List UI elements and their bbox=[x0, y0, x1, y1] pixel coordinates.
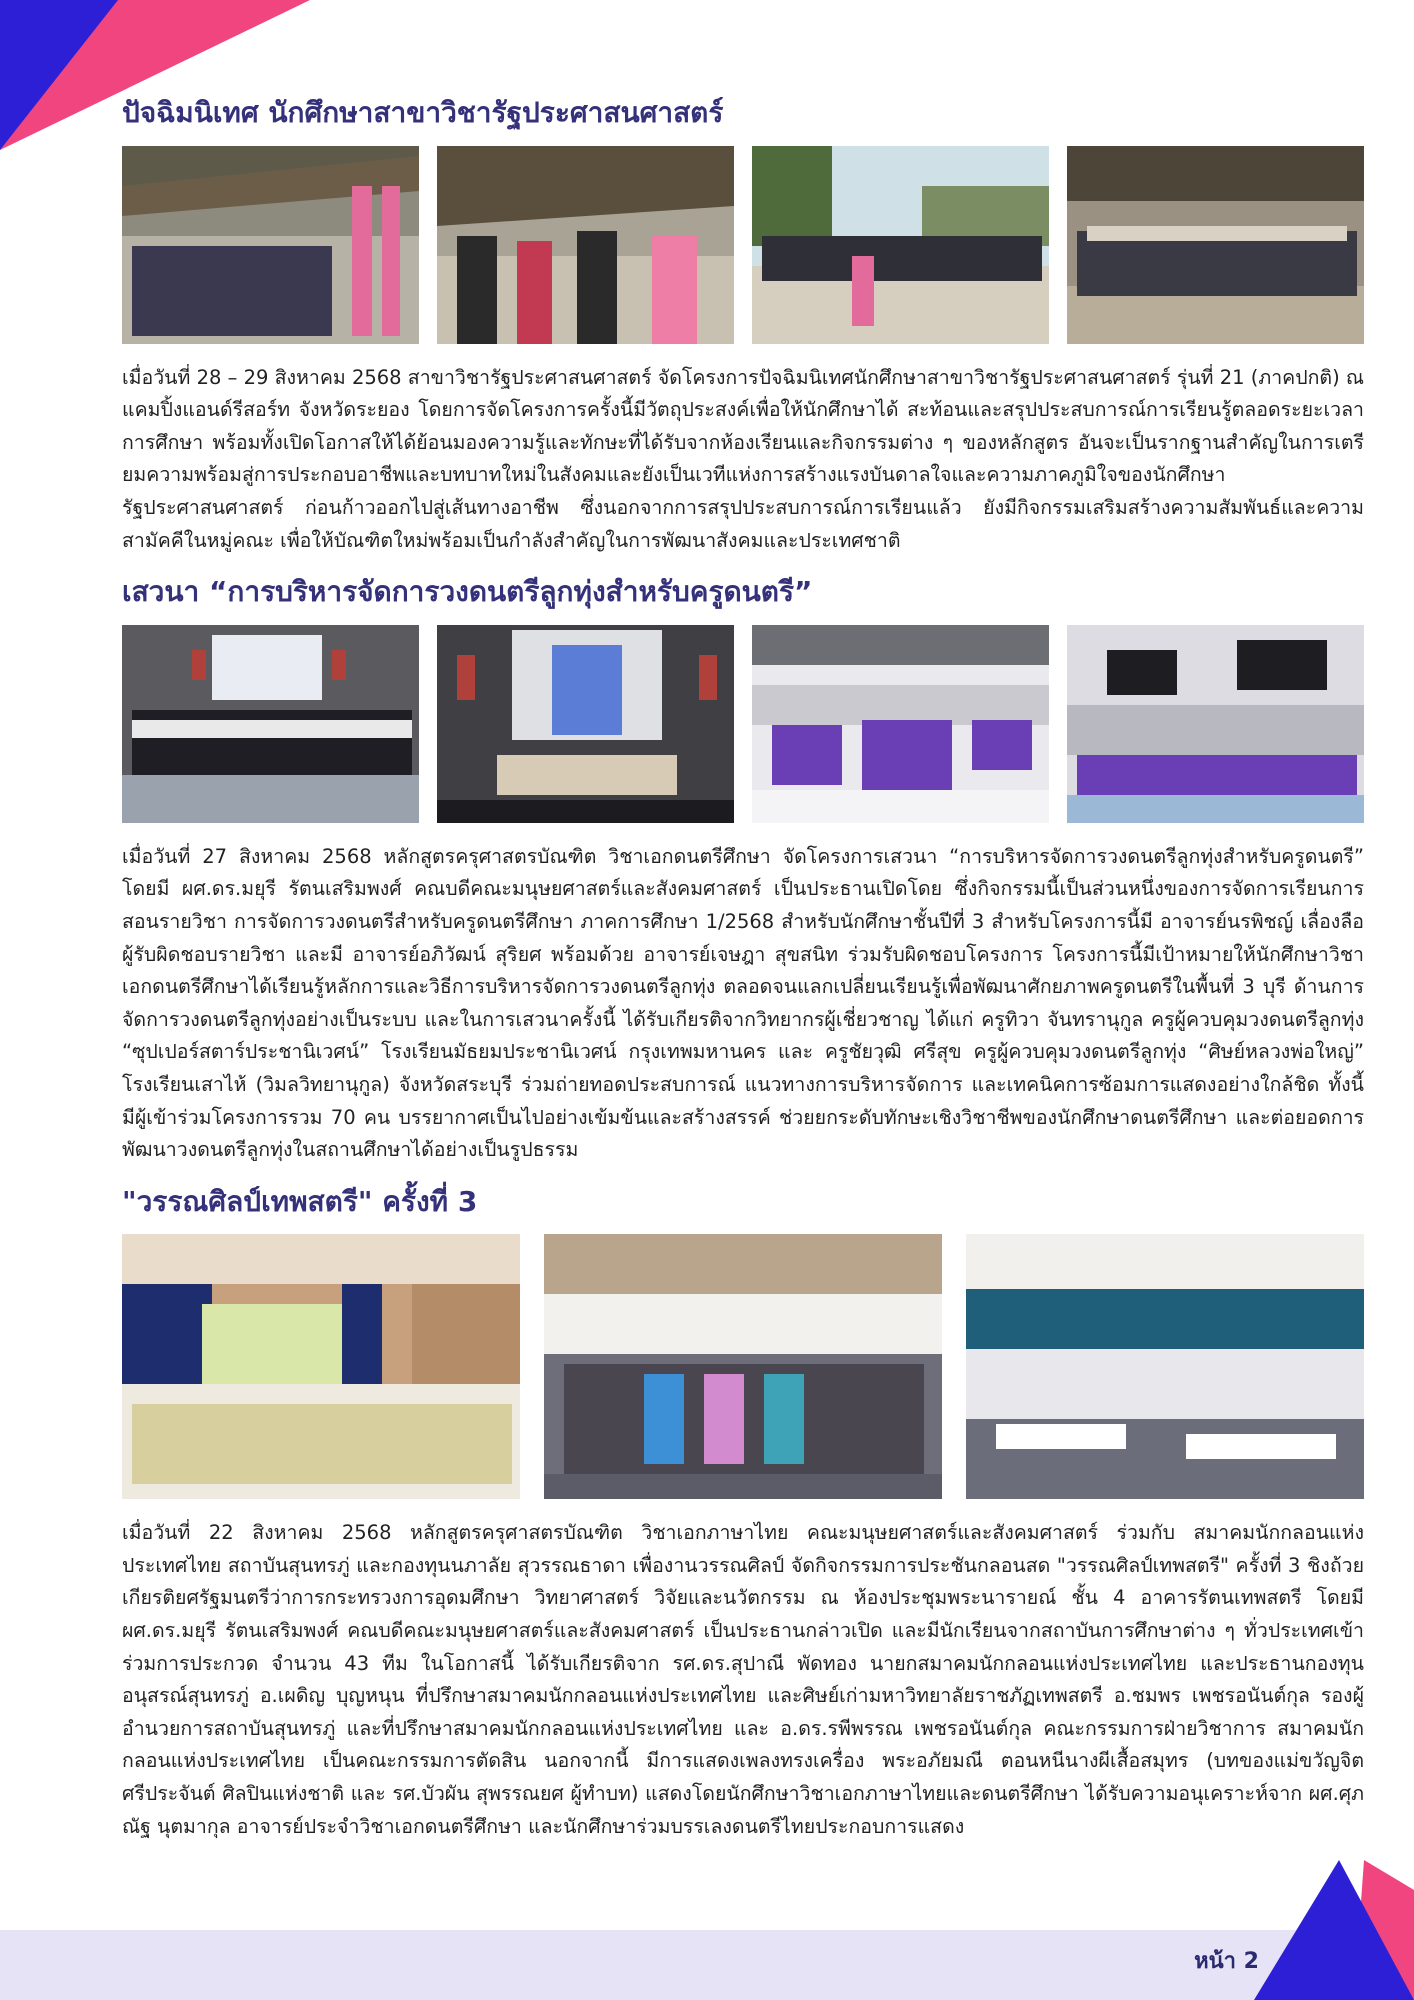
photo-row bbox=[122, 1234, 1364, 1499]
pavilion-group-photo bbox=[1067, 146, 1364, 344]
section-seminar bbox=[122, 575, 1364, 1167]
section-body: เมื่อวันที่ 27 สิงหาคม 2568 หลักสูตรครุศาสตรบัณฑิต วิชาเอกดนตรีศึกษา จัดโครงการเสวนา “การบริหารจัดการวงดนตรีลูกทุ่งสำหรับครูดนตรี” โดยมี ผศ.ดร.มยุรี รัตนเสริมพงศ์ คณบดีคณะมนุษยศาสตร์และสังคมศาสตร์ เป็นประธานเปิดโดย ซึ่งกิจกรรมนี้เป็นส่วนหนึ่งของการจัดการเรียนการสอนรายวิชา การจัดการวงดนตรีสำหรับครูดนตรีศึกษา ภาคการศึกษา 1/2568 สำหรับนักศึกษาชั้นปีที่ 3 สำหรับโครงการนี้มี อาจารย์นรพิชญ์ เลื่องลือ ผู้รับผิดชอบรายวิชา และมี อาจารย์อภิวัฒน์ สุริยศ พร้อมด้วย อาจารย์เจษฎา สุขสนิท ร่วมรับผิดชอบโครงการ โครงการนี้มีเป้าหมายให้นักศึกษาวิชาเอกดนตรีศึกษาได้เรียนรู้หลักการและวิธีการบริหารจัดการวงดนตรีลูกทุ่ง ตลอดจนแลกเปลี่ยนเรียนรู้เพื่อพัฒนาศักยภาพครูดนตรีในพื้นที่ 3 บุรี ด้านการจัดการวงดนตรีลูกทุ่งอย่างเป็นระบบ และในการเสวนาครั้งนี้ ได้รับเกียรติจากวิทยากรผู้เชี่ยวชาญ ได้แก่ ครูทิวา จันทรานุกูล ครูผู้ควบคุมวงดนตรีลูกทุ่ง “ซุปเปอร์สตาร์ประชานิเวศน์” โรงเรียนมัธยมประชานิเวศน์ กรุงเทพมหานคร และ ครูชัยวุฒิ ศรีสุข ครูผู้ควบคุมวงดนตรีลูกทุ่ง “ศิษย์หลวงพ่อใหญ่” โรงเรียนเสาไห้ (วิมลวิทยานุกูล) จังหวัดสระบุรี ร่วมถ่ายทอดประสบการณ์ แนวทางการบริหารจัดการ และเทคนิคการซ้อมการแสดงอย่างใกล้ชิด ทั้งนี้ มีผู้เข้าร่วมโครงการรวม 70 คน บรรยากาศเป็นไปอย่างเข้มข้นและสร้างสรรค์ ช่วยยกระดับทักษะเชิงวิชาชีพของนักศึกษาดนตรีศึกษา และต่อยอดการพัฒนาวงดนตรีลูกทุ่งในสถานศึกษาได้อย่างเป็นรูปธรรม bbox=[122, 844, 1364, 1162]
section-title: เสวนา “การบริหารจัดการวงดนตรีลูกทุ่งสำหรับครูดนตรี” bbox=[122, 575, 813, 609]
auditorium-group-photo bbox=[544, 1234, 942, 1499]
section-poetry-contest bbox=[122, 1185, 1364, 1844]
outdoor-pavilion-staff-photo bbox=[437, 146, 734, 344]
students-writing-photo bbox=[752, 625, 1049, 823]
lecture-hall-students-photo bbox=[1067, 625, 1364, 823]
outdoor-pavilion-group-photo bbox=[122, 146, 419, 344]
seminar-group-photo bbox=[122, 625, 419, 823]
auditorium-competition-photo bbox=[966, 1234, 1364, 1499]
beach-activity-photo bbox=[752, 146, 1049, 344]
photo-row bbox=[122, 625, 1364, 823]
section-orientation bbox=[122, 96, 1364, 557]
corner-decoration-bottom-right bbox=[1244, 1860, 1414, 2000]
photo-row bbox=[122, 146, 1364, 344]
page-number: หน้า 2 bbox=[1194, 1949, 1259, 1974]
auditorium-stage-photo bbox=[122, 1234, 520, 1499]
section-title: ปัจฉิมนิเทศ นักศึกษาสาขาวิชารัฐประศาสนศาสตร์ bbox=[122, 96, 724, 129]
section-body: เมื่อวันที่ 22 สิงหาคม 2568 หลักสูตรครุศาสตรบัณฑิต วิชาเอกภาษาไทย คณะมนุษยศาสตร์และสังคมศาสตร์ ร่วมกับ สมาคมนักกลอนแห่งประเทศไทย สถาบันสุนทรภู่ และกองทุนนภาลัย สุวรรณธาดา เพื่องานวรรณศิลป์ จัดกิจกรรมการประชันกลอนสด "วรรณศิลป์เทพสตรี" ครั้งที่ 3 ชิงถ้วยเกียรติยศรัฐมนตรีว่าการกระทรวงการอุดมศึกษา วิทยาศาสตร์ วิจัยและนวัตกรรม ณ ห้องประชุมพระนารายณ์ ชั้น 4 อาคารรัตนเทพสตรี โดยมี ผศ.ดร.มยุรี รัตนเสริมพงศ์ คณบดีคณะมนุษยศาสตร์และสังคมศาสตร์ เป็นประธานกล่าวเปิด และมีนักเรียนจากสถาบันการศึกษาต่าง ๆ ทั่วประเทศเข้าร่วมการประกวด จำนวน 43 ทีม ในโอกาสนี้ ได้รับเกียรติจาก รศ.ดร.สุปาณี พัดทอง นายกสมาคมนักกลอนแห่งประเทศไทย และประธานกองทุนอนุสรณ์สุนทรภู่ อ.เผดิญ บุญหนุน ที่ปรึกษาสมาคมนักกลอนแห่งประเทศไทย และศิษย์เก่ามหาวิทยาลัยราชภัฏเทพสตรี อ.ชมพร เพชรอนันต์กุล รองผู้อำนวยการสถาบันสุนทรภู่ และที่ปรึกษาสมาคมนักกลอนแห่งประเทศไทย และ อ.ดร.รพีพรรณ เพชรอนันต์กุล คณะกรรมการฝ่ายวิชาการ สมาคมนักกลอนแห่งประเทศไทย เป็นคณะกรรมการตัดสิน นอกจากนี้ มีการแสดงเพลงทรงเครื่อง พระอภัยมณี ตอนหนีนางผีเสื้อสมุทร (บทของแม่ขวัญจิต ศรีประจันต์ ศิลปินแห่งชาติ และ รศ.บัวผัน สุพรรณยศ ผู้ทำบท) แสดงโดยนักศึกษาวิชาเอกภาษาไทยและดนตรีศึกษา ได้รับความอนุเคราะห์จาก ผศ.ศุภณัฐ นุตมากุล อาจารย์ประจำวิชาเอกดนตรีศึกษา และนักศึกษาร่วมบรรเลงดนตรีไทยประกอบการแสดง bbox=[122, 1521, 1364, 1838]
page-content bbox=[122, 96, 1364, 1855]
section-title: "วรรณศิลป์เทพสตรี" ครั้งที่ 3 bbox=[122, 1184, 478, 1218]
seminar-panel-stage-photo bbox=[437, 625, 734, 823]
section-body: เมื่อวันที่ 28 – 29 สิงหาคม 2568 สาขาวิชารัฐประศาสนศาสตร์ จัดโครงการปัจฉิมนิเทศนักศึกษาสาขาวิชารัฐประศาสนศาสตร์ รุ่นที่ 21 (ภาคปกติ) ณ แคมปิ้งแอนด์รีสอร์ท จังหวัดระยอง โดยการจัดโครงการครั้งนี้มีวัตถุประสงค์เพื่อให้นักศึกษาได้ สะท้อนและสรุปประสบการณ์การเรียนรู้ตลอดระยะเวลาการศึกษา พร้อมทั้งเปิดโอกาสให้ได้ย้อนมองความรู้และทักษะที่ได้รับจากห้องเรียนและกิจกรรมต่าง ๆ ของหลักสูตร อันจะเป็นรากฐานสำคัญในการเตรียมความพร้อมสู่การประกอบอาชีพและบทบาทใหม่ในสังคมและยังเป็นเวทีแห่งการสร้างแรงบันดาลใจและความภาคภูมิใจของนักศึกษารัฐประศาสนศาสตร์ ก่อนก้าวออกไปสู่เส้นทางอาชีพ ซึ่งนอกจากการสรุปประสบการณ์การเรียนแล้ว ยังมีกิจกรรมเสริมสร้างความสัมพันธ์และความสามัคคีในหมู่คณะ เพื่อให้บัณฑิตใหม่พร้อมเป็นกำลังสำคัญในการพัฒนาสังคมและประเทศชาติ bbox=[122, 365, 1364, 552]
